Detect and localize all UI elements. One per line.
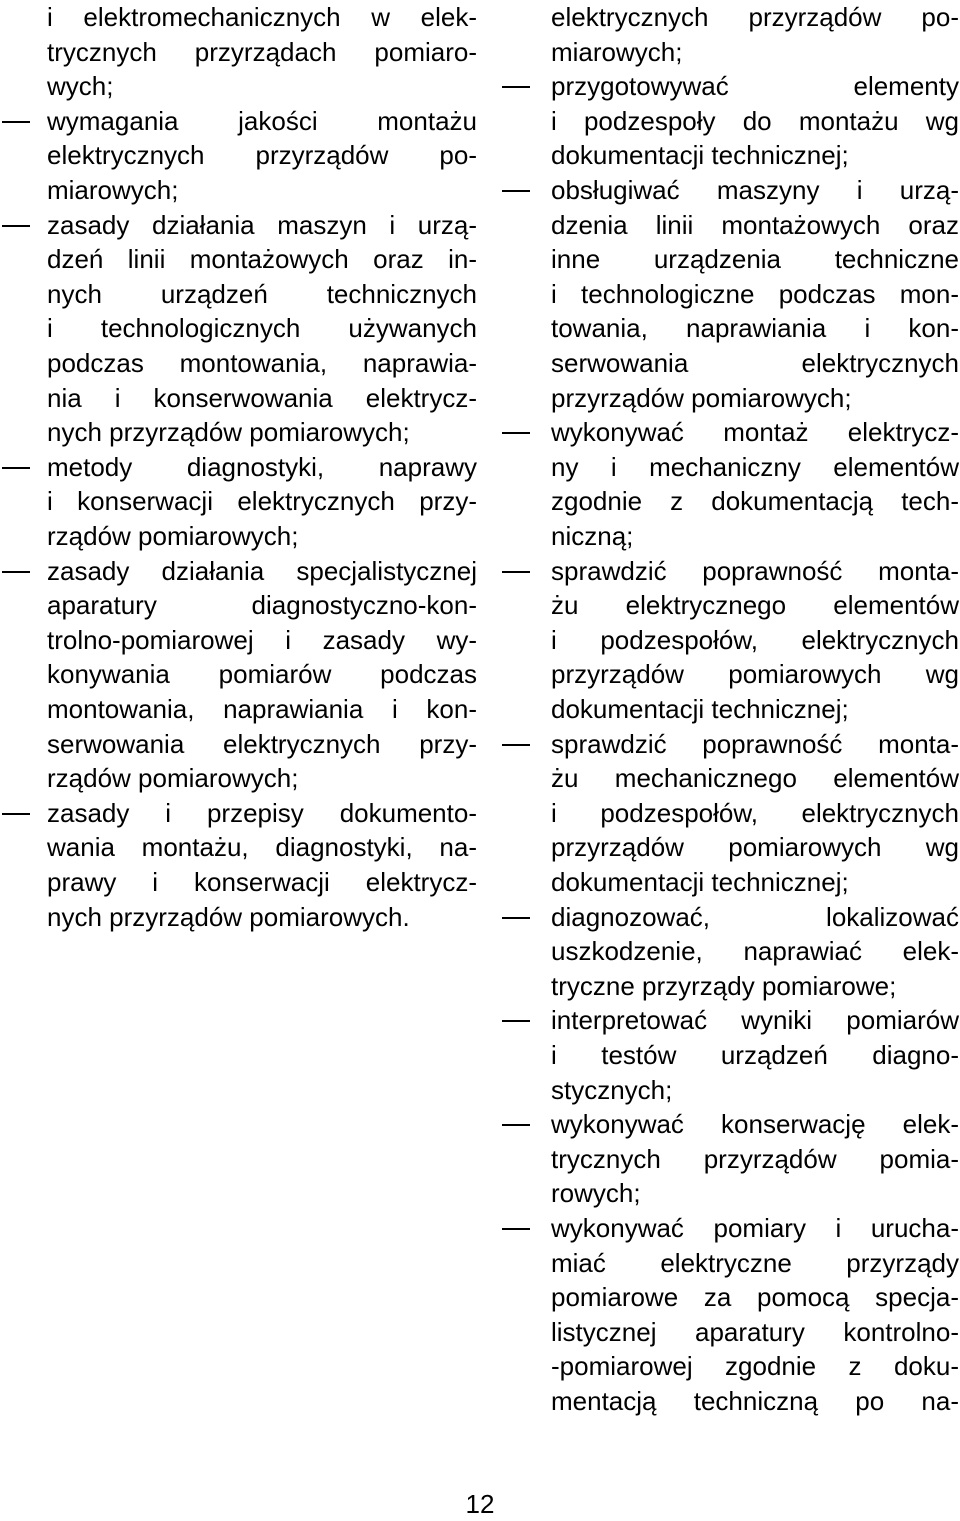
text-line: i podzespołów, elektrycznych [551,797,959,828]
text-line: miarowych; [551,36,683,67]
text-line: zasady działania maszyn i urzą- [47,209,477,240]
bullet-dash [2,813,30,815]
text-line: podczas montowania, naprawia- [47,348,477,378]
text-line: dzenia linii montażowych oraz [551,209,959,240]
text-line: niczną; [551,521,634,551]
text-line: aparatury diagnostyczno-kon- [47,590,477,621]
bullet-dash [502,1020,530,1022]
bullet-dash [502,432,530,434]
bullet-dash [2,467,30,469]
bullet-dash [502,571,530,573]
text-line: trycznych przyrządów pomia- [551,1143,959,1174]
text-line: i podzespoły do montażu wg [551,105,959,136]
text-line: ny i mechaniczny elementów [551,451,959,482]
text-line: przygotowywać elementy [551,71,959,102]
text-line: elektrycznych przyrządów po- [47,140,477,171]
bullet-dash [502,744,530,746]
page-number: 12 [465,1489,495,1519]
text-line: nych przyrządów pomiarowych. [47,901,410,932]
text-line: i podzespołów, elektrycznych [551,624,959,655]
text-line: interpretować wyniki pomiarów [551,1005,959,1036]
text-line: montowania, naprawiania i kon- [47,694,477,724]
text-line: wych; [47,71,114,102]
text-line: trolno-pomiarowej i zasady wy- [47,624,477,655]
text-line: dokumentacji technicznej; [551,694,849,724]
text-line: i technologicznych używanych [47,313,477,344]
text-line: żu elektrycznego elementów [551,590,959,621]
bullet-dash [502,190,530,192]
text-line: -pomiarowej zgodnie z doku- [551,1351,959,1382]
bullet-dash [2,121,30,123]
text-line: miarowych; [47,175,179,205]
text-line: nych przyrządów pomiarowych; [47,417,410,448]
bullet-dash [2,225,30,227]
text-line: rządów pomiarowych; [47,763,299,794]
text-line: rowych; [551,1178,641,1209]
bullet-dash [502,86,530,88]
text-line: konywania pomiarów podczas [47,659,477,690]
text-line: towania, naprawiania i kon- [551,313,959,344]
text-line: zasady działania specjalistycznej [47,555,477,586]
text-line: mentacją techniczną po na- [551,1386,959,1416]
text-line: listycznej aparatury kontrolno- [551,1316,959,1347]
bullet-dash [2,571,30,573]
text-line: prawy i konserwacji elektrycz- [47,867,477,897]
text-line: przyrządów pomiarowych wg [551,659,959,690]
text-line: elektrycznych przyrządów po- [551,2,959,32]
text-line: rządów pomiarowych; [47,521,299,551]
text-line: metody diagnostyki, naprawy [47,451,477,482]
text-line: diagnozować, lokalizować [551,901,959,932]
text-line: nia i konserwowania elektrycz- [47,382,477,413]
text-line: wykonywać montaż elektrycz- [551,417,959,448]
bullet-dash [502,1124,530,1126]
bullet-dash [502,917,530,919]
text-line: nych urządzeń technicznych [47,278,477,309]
text-line: pomiarowe za pomocą specja- [551,1282,959,1313]
text-line: dzeń linii montażowych oraz in- [47,244,477,275]
text-line: serwowania elektrycznych przy- [47,728,477,759]
text-line: przyrządów pomiarowych; [551,382,852,413]
text-line: wykonywać pomiary i urucha- [551,1213,959,1243]
text-line: dokumentacji technicznej; [551,140,849,171]
text-line: i elektromechanicznych w elek- [47,2,477,32]
text-line: sprawdzić poprawność monta- [551,728,959,759]
text-line: wania montażu, diagnostyki, na- [47,832,477,863]
text-line: przyrządów pomiarowych wg [551,832,959,863]
text-line: inne urządzenia techniczne [551,244,959,275]
text-line: tryczne przyrządy pomiarowe; [551,970,897,1001]
text-line: serwowania elektrycznych [551,348,959,378]
text-line: stycznych; [551,1074,673,1105]
text-line: i technologiczne podczas mon- [551,278,959,309]
text-line: żu mechanicznego elementów [551,763,959,794]
text-line: miać elektryczne przyrządy [551,1247,959,1278]
bullet-dash [502,1228,530,1230]
text-line: uszkodzenie, naprawiać elek- [551,936,959,967]
text-line: obsługiwać maszyny i urzą- [551,175,959,205]
text-line: trycznych przyrządach pomiaro- [47,36,477,67]
text-line: dokumentacji technicznej; [551,867,849,897]
text-line: i testów urządzeń diagno- [551,1040,959,1070]
text-line: wymagania jakości montażu [47,105,477,136]
text-line: i konserwacji elektrycznych przy- [47,486,477,517]
text-line: wykonywać konserwację elek- [551,1109,959,1140]
text-line: zasady i przepisy dokumento- [47,797,477,828]
text-line: sprawdzić poprawność monta- [551,555,959,586]
text-line: zgodnie z dokumentacją tech- [551,486,959,517]
